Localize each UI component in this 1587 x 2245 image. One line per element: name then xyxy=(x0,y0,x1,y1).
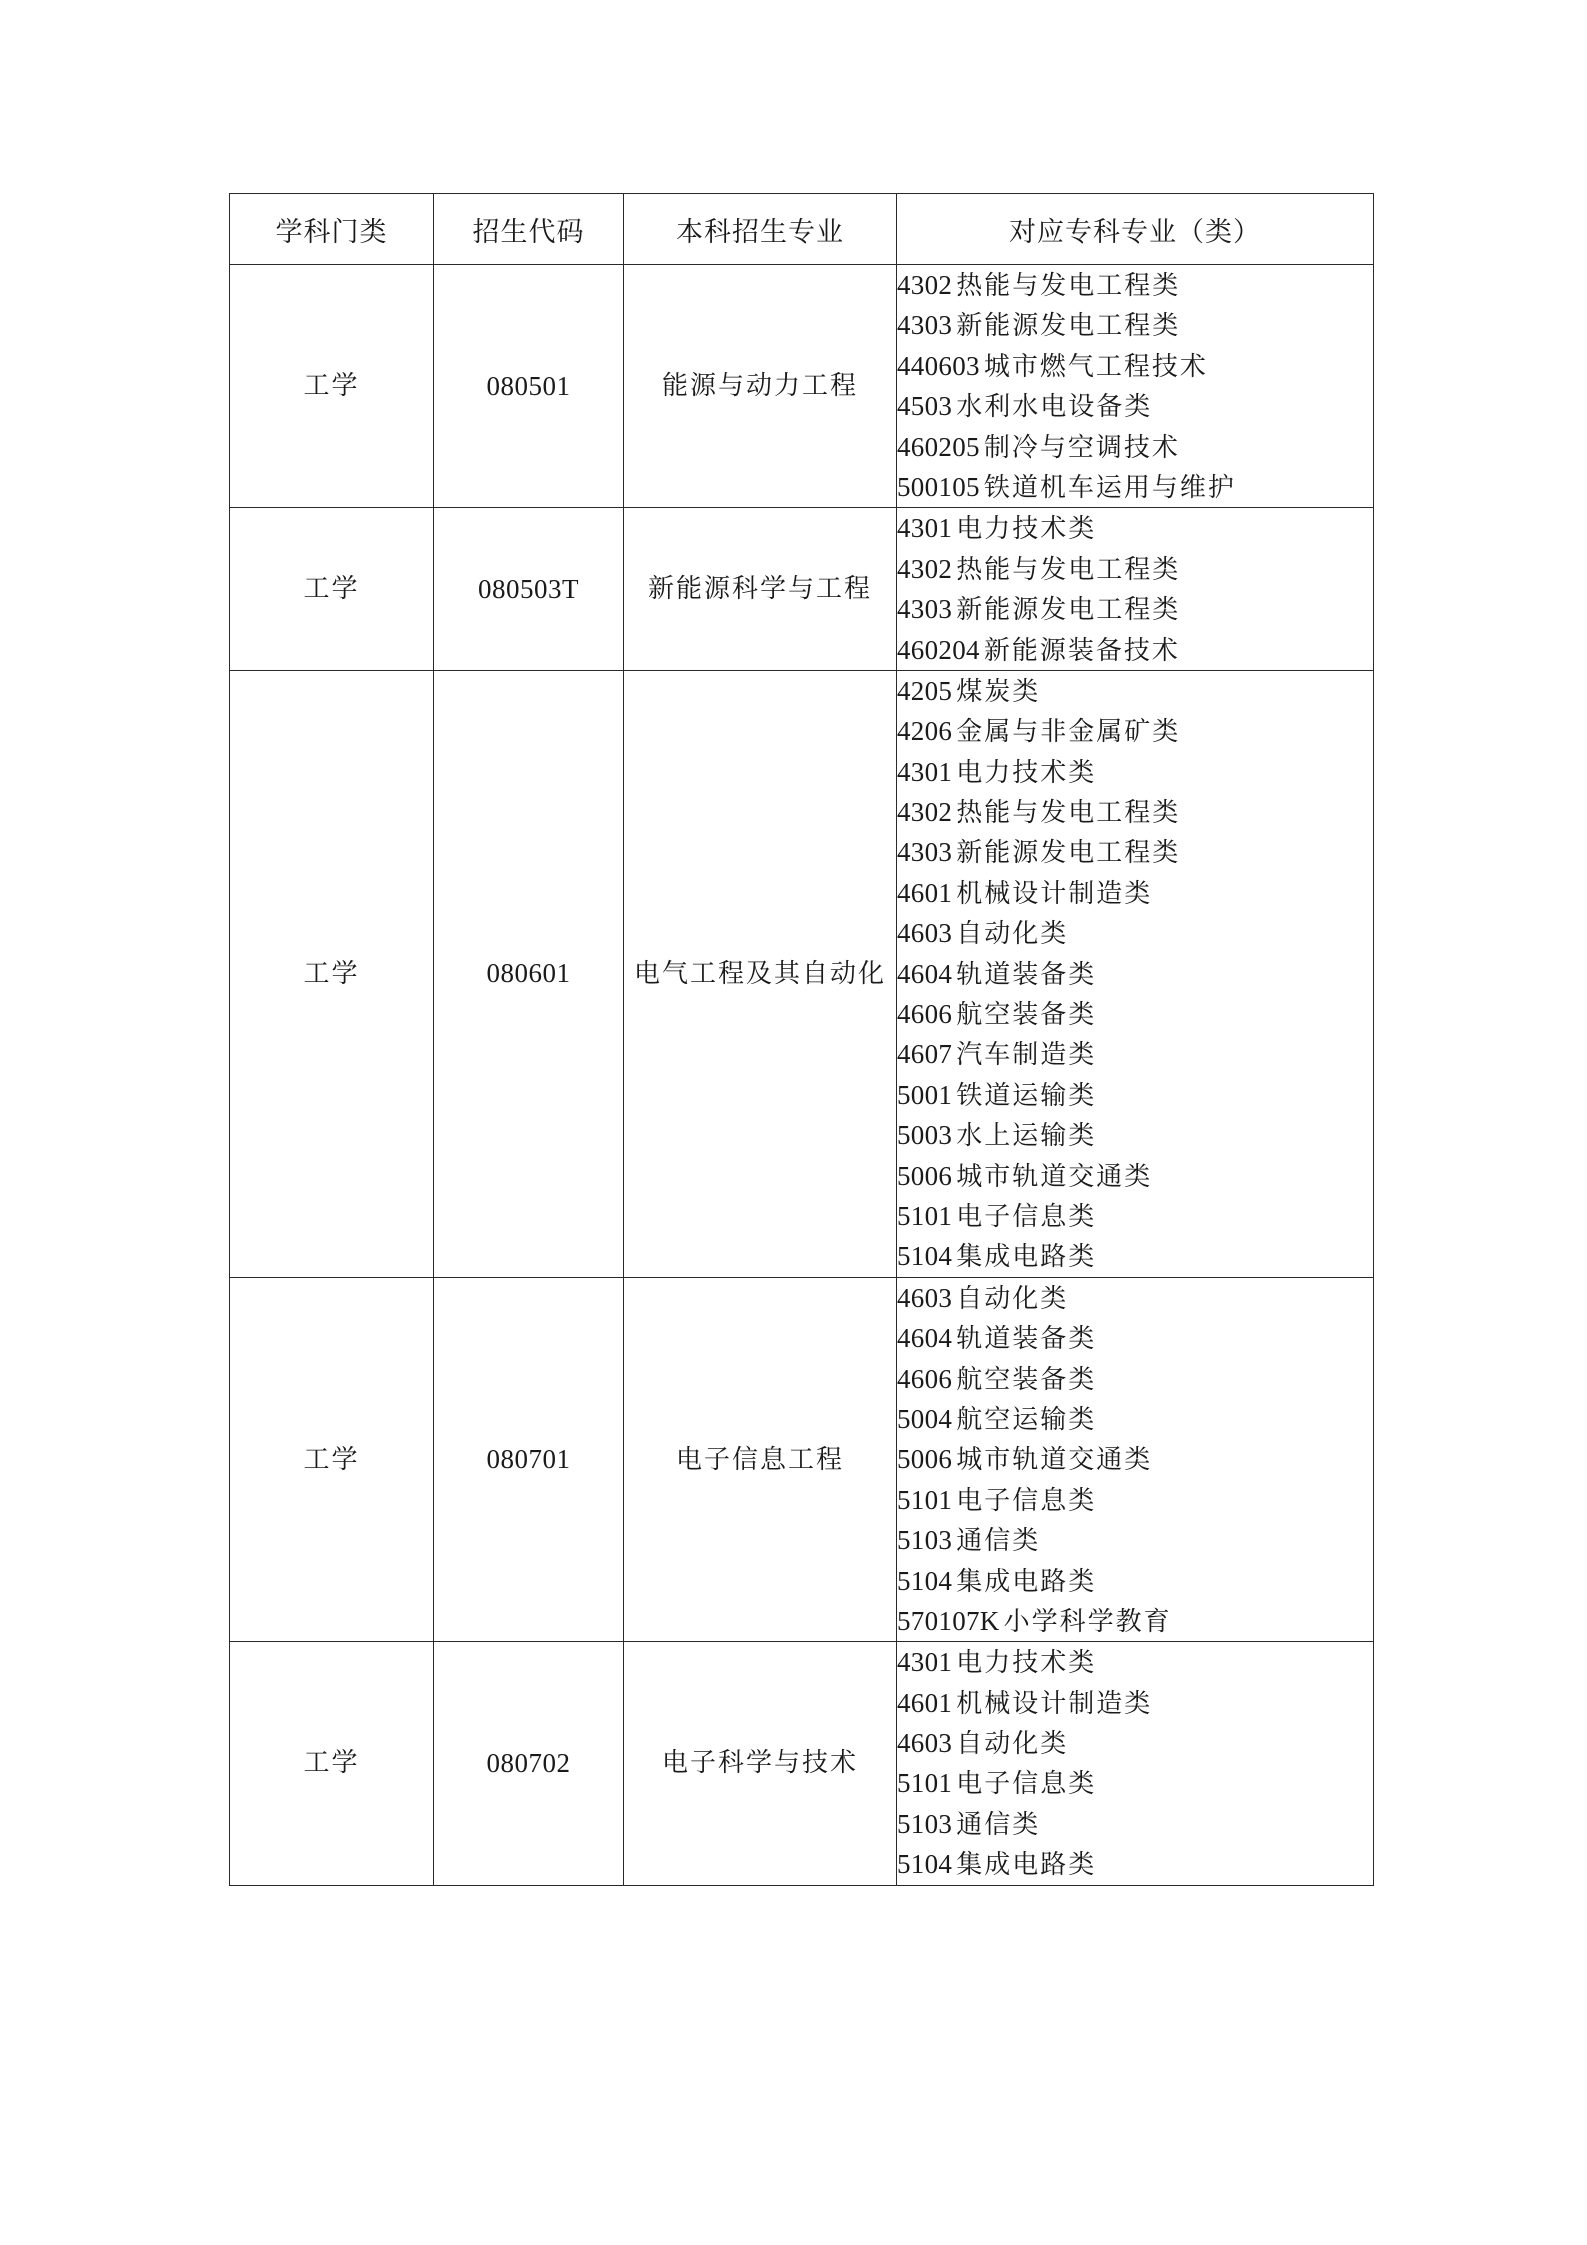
specialty-code: 5103 xyxy=(897,1808,953,1839)
specialty-name: 电力技术类 xyxy=(956,757,1097,788)
table-row xyxy=(230,265,1374,508)
specialty-code: 4302 xyxy=(897,553,953,584)
specialty-name: 电力技术类 xyxy=(956,1648,1097,1679)
specialty-list-item xyxy=(897,1480,1373,1520)
specialty-code: 4604 xyxy=(897,958,953,989)
specialty-name: 电子信息类 xyxy=(956,1201,1097,1232)
specialty-code: 4303 xyxy=(897,594,953,625)
specialty-code: 4603 xyxy=(897,918,953,949)
specialty-code: 4302 xyxy=(897,270,953,300)
undergraduate-major-cell: 能源与动力工程 xyxy=(624,265,897,508)
table-row xyxy=(230,508,1374,671)
corresponding-specialty-cell xyxy=(897,670,1374,1277)
specialty-list-item xyxy=(897,508,1373,548)
table-header-row xyxy=(230,194,1374,265)
specialty-code: 4603 xyxy=(897,1282,953,1313)
specialty-code: 440603 xyxy=(897,350,980,381)
specialty-name: 航空装备类 xyxy=(956,1364,1097,1395)
specialty-list-item xyxy=(897,1196,1373,1236)
specialty-list-item xyxy=(897,1642,1373,1682)
specialty-list-item xyxy=(897,630,1373,670)
specialty-name: 热能与发电工程类 xyxy=(956,798,1181,829)
table-row xyxy=(230,1277,1374,1642)
specialty-code: 4606 xyxy=(897,999,953,1030)
discipline-category-cell: 工学 xyxy=(230,265,434,508)
specialty-list-item xyxy=(897,1075,1373,1115)
specialty-name: 新能源发电工程类 xyxy=(956,595,1181,626)
specialty-code: 4606 xyxy=(897,1363,953,1394)
specialty-list-item xyxy=(897,1399,1373,1439)
specialty-code: 5101 xyxy=(897,1768,953,1799)
specialty-list-item xyxy=(897,346,1373,386)
specialty-code: 4302 xyxy=(897,797,953,828)
specialty-name: 热能与发电工程类 xyxy=(956,271,1181,301)
specialty-list-item xyxy=(897,1561,1373,1601)
specialty-code: 5003 xyxy=(897,1120,953,1151)
specialty-list-item xyxy=(897,913,1373,953)
specialty-list-item xyxy=(897,1804,1373,1844)
specialty-list-item xyxy=(897,1236,1373,1276)
specialty-code: 460205 xyxy=(897,431,980,462)
specialty-list-item xyxy=(897,792,1373,832)
enrollment-code-cell: 080601 xyxy=(434,670,624,1277)
discipline-category-cell: 工学 xyxy=(230,670,434,1277)
specialty-name: 集成电路类 xyxy=(956,1566,1097,1597)
specialty-code: 4607 xyxy=(897,1039,953,1070)
specialty-list-item xyxy=(897,752,1373,792)
specialty-list-item xyxy=(897,1156,1373,1196)
specialty-code: 570107K xyxy=(897,1605,1000,1636)
specialty-code: 460204 xyxy=(897,634,980,665)
undergraduate-major-cell: 电子科学与技术 xyxy=(624,1642,897,1885)
specialty-code: 4303 xyxy=(897,837,953,868)
specialty-name: 小学科学教育 xyxy=(1003,1606,1172,1637)
specialty-name: 轨道装备类 xyxy=(956,1324,1097,1355)
specialty-name: 电力技术类 xyxy=(956,514,1097,545)
specialty-name: 轨道装备类 xyxy=(956,959,1097,990)
specialty-code: 5104 xyxy=(897,1849,953,1880)
specialty-code: 4604 xyxy=(897,1323,953,1354)
specialty-name: 铁道机车运用与维护 xyxy=(983,472,1236,503)
corresponding-specialty-cell xyxy=(897,508,1374,671)
specialty-name: 航空装备类 xyxy=(956,1000,1097,1031)
specialty-name: 集成电路类 xyxy=(956,1242,1097,1273)
specialty-list-item xyxy=(897,549,1373,589)
specialty-code: 4301 xyxy=(897,756,953,787)
specialty-name: 电子信息类 xyxy=(956,1485,1097,1516)
discipline-category-cell: 工学 xyxy=(230,1277,434,1642)
specialty-name: 自动化类 xyxy=(956,919,1069,950)
table-row xyxy=(230,1642,1374,1885)
specialty-name: 新能源发电工程类 xyxy=(956,838,1181,869)
discipline-category-cell: 工学 xyxy=(230,1642,434,1885)
specialty-list-item xyxy=(897,994,1373,1034)
specialty-name: 热能与发电工程类 xyxy=(956,554,1181,585)
specialty-list-item xyxy=(897,1763,1373,1803)
corresponding-specialty-cell xyxy=(897,265,1374,508)
discipline-category-cell: 工学 xyxy=(230,508,434,671)
specialty-name: 航空运输类 xyxy=(956,1404,1097,1435)
table-row xyxy=(230,670,1374,1277)
specialty-code: 5101 xyxy=(897,1484,953,1515)
table-body xyxy=(230,265,1374,1886)
specialty-code: 4301 xyxy=(897,513,953,544)
specialty-code: 4303 xyxy=(897,310,953,341)
specialty-list-item xyxy=(897,1439,1373,1479)
specialty-name: 机械设计制造类 xyxy=(956,878,1153,909)
specialty-code: 4206 xyxy=(897,716,953,747)
specialty-code: 4601 xyxy=(897,877,953,908)
specialty-name: 自动化类 xyxy=(956,1283,1069,1314)
enrollment-code-cell: 080701 xyxy=(434,1277,624,1642)
specialty-name: 通信类 xyxy=(956,1809,1041,1840)
specialty-code: 5101 xyxy=(897,1200,953,1231)
specialty-name: 铁道运输类 xyxy=(956,1080,1097,1111)
header-corresponding-specialty: 对应专科专业（类） xyxy=(897,194,1374,265)
specialty-list-item xyxy=(897,589,1373,629)
enrollment-code-cell: 080501 xyxy=(434,265,624,508)
specialty-list-item xyxy=(897,954,1373,994)
specialty-list-item xyxy=(897,1034,1373,1074)
specialty-list-item xyxy=(897,873,1373,913)
specialty-name: 机械设计制造类 xyxy=(956,1688,1153,1719)
specialty-list-item xyxy=(897,427,1373,467)
specialty-list-item xyxy=(897,1520,1373,1560)
specialty-code: 5103 xyxy=(897,1525,953,1556)
specialty-name: 电子信息类 xyxy=(956,1769,1097,1800)
specialty-list-item xyxy=(897,1601,1373,1641)
specialty-name: 金属与非金属矿类 xyxy=(956,717,1181,748)
header-enrollment-code: 招生代码 xyxy=(434,194,624,265)
specialty-list-item xyxy=(897,832,1373,872)
specialty-name: 新能源装备技术 xyxy=(983,635,1180,666)
specialty-name: 新能源发电工程类 xyxy=(956,311,1181,342)
specialty-name: 集成电路类 xyxy=(956,1850,1097,1881)
specialty-list-item xyxy=(897,305,1373,345)
specialty-code: 5004 xyxy=(897,1403,953,1434)
specialty-code: 4601 xyxy=(897,1687,953,1718)
specialty-list-item xyxy=(897,1723,1373,1763)
specialty-code: 4205 xyxy=(897,675,953,706)
specialty-name: 城市轨道交通类 xyxy=(956,1161,1153,1192)
specialty-list-item xyxy=(897,265,1373,305)
specialty-list-item xyxy=(897,1683,1373,1723)
corresponding-specialty-cell xyxy=(897,1277,1374,1642)
specialty-name: 通信类 xyxy=(956,1526,1041,1557)
specialty-code: 5104 xyxy=(897,1241,953,1272)
specialty-list-item xyxy=(897,1844,1373,1884)
specialty-list-item xyxy=(897,1318,1373,1358)
specialty-code: 4603 xyxy=(897,1728,953,1759)
major-mapping-table xyxy=(229,193,1374,1886)
specialty-code: 5104 xyxy=(897,1565,953,1596)
specialty-code: 500105 xyxy=(897,471,980,502)
specialty-name: 制冷与空调技术 xyxy=(983,432,1180,463)
enrollment-code-cell: 080702 xyxy=(434,1642,624,1885)
specialty-name: 自动化类 xyxy=(956,1729,1069,1760)
specialty-code: 4503 xyxy=(897,391,953,422)
specialty-list-item xyxy=(897,711,1373,751)
specialty-name: 水上运输类 xyxy=(956,1121,1097,1152)
specialty-list-item xyxy=(897,386,1373,426)
specialty-list-item xyxy=(897,671,1373,711)
header-discipline-category: 学科门类 xyxy=(230,194,434,265)
enrollment-code-cell: 080503T xyxy=(434,508,624,671)
specialty-list-item xyxy=(897,1115,1373,1155)
specialty-name: 城市轨道交通类 xyxy=(956,1445,1153,1476)
specialty-list-item xyxy=(897,1278,1373,1318)
corresponding-specialty-cell xyxy=(897,1642,1374,1885)
specialty-list-item xyxy=(897,467,1373,507)
specialty-list-item xyxy=(897,1359,1373,1399)
header-undergraduate-major: 本科招生专业 xyxy=(624,194,897,265)
undergraduate-major-cell: 电气工程及其自动化 xyxy=(624,670,897,1277)
specialty-code: 5001 xyxy=(897,1079,953,1110)
specialty-code: 4301 xyxy=(897,1647,953,1678)
specialty-code: 5006 xyxy=(897,1160,953,1191)
specialty-name: 城市燃气工程技术 xyxy=(983,351,1208,382)
specialty-code: 5006 xyxy=(897,1444,953,1475)
specialty-name: 水利水电设备类 xyxy=(956,392,1153,423)
undergraduate-major-cell: 电子信息工程 xyxy=(624,1277,897,1642)
specialty-name: 煤炭类 xyxy=(956,676,1041,707)
specialty-name: 汽车制造类 xyxy=(956,1040,1097,1071)
undergraduate-major-cell: 新能源科学与工程 xyxy=(624,508,897,671)
